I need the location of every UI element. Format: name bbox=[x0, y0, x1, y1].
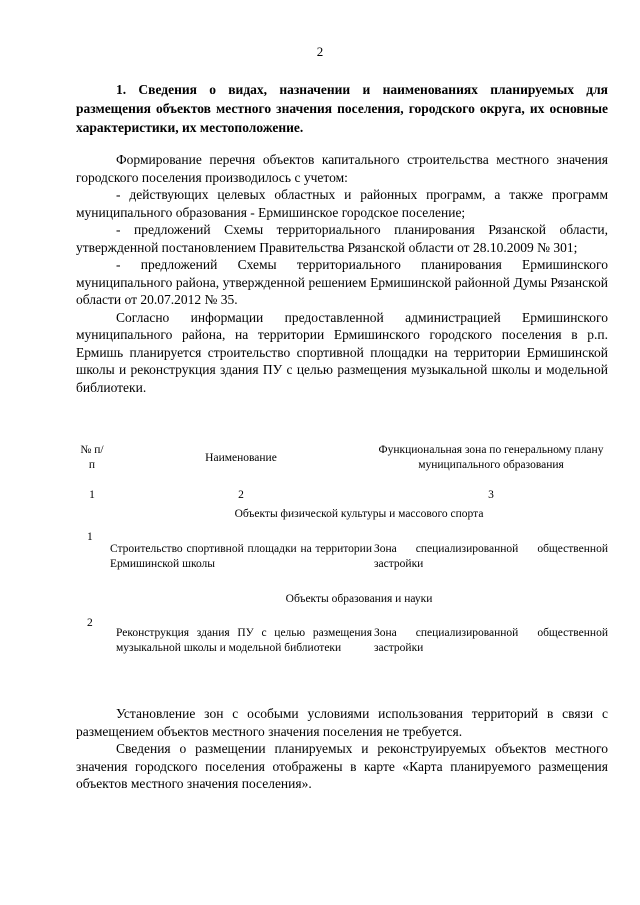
column-number-1: 1 bbox=[89, 489, 95, 501]
section-title-sport: Объекты физической культуры и массового спорта bbox=[234, 508, 484, 520]
header-zone: Функциональная зона по генеральному плану муниципального образования bbox=[378, 444, 604, 471]
section-heading: 1. Сведения о видах, назначении и наименованиях планируемых для размещения объектов местного значения поселения, городского округа, их основные характеристики, их местоположение. bbox=[76, 82, 608, 135]
page-number: 2 bbox=[316, 44, 324, 59]
column-number-3: 3 bbox=[488, 489, 494, 501]
paragraph: Установление зон с особыми условиями использования территорий в связи с размещением объектов местного значения поселения не требуется. bbox=[76, 706, 608, 739]
row-zone: Зона специализированной общественной застройки bbox=[374, 543, 608, 570]
header-num: № п/п bbox=[80, 444, 104, 471]
paragraph: - предложений Схемы территориального планирования Ермишинского муниципального района, утвержденной решением Ермишинской районной Думы Рязанской области от 20.07.2012 № 35. bbox=[76, 257, 608, 307]
paragraph: Сведения о размещении планируемых и реконструируемых объектов местного значения городского поселения отображены в карте «Карта планируемого размещения объектов местного значения поселения». bbox=[76, 741, 608, 791]
paragraph: - предложений Схемы территориального планирования Рязанской области, утвержденной постановлением Правительства Рязанской области от 28.10.2009 № 301; bbox=[76, 222, 608, 255]
paragraph: Согласно информации предоставленной администрацией Ермишинского муниципального района, на территории Ермишинского городского поселения в р.п. Ермишь планируется строительство спортивной площадки на территории Ермишинской школы и реконструкция здания ПУ с целью размещения музыкальной школы и модельной библиотеки. bbox=[76, 309, 608, 395]
row-name: Строительство спортивной площадки на территории Ермишинской школы bbox=[110, 543, 372, 570]
paragraph: Формирование перечня объектов капитального строительства местного значения городского поселения производилось с учетом: bbox=[76, 152, 608, 185]
row-name: Реконструкция здания ПУ с целью размещения музыкальной школы и модельной библиотеки bbox=[116, 627, 372, 654]
header-name: Наименование bbox=[205, 452, 277, 464]
row-num: 1 bbox=[87, 531, 93, 543]
column-number-2: 2 bbox=[238, 489, 244, 501]
row-num: 2 bbox=[87, 617, 93, 629]
section-title-education: Объекты образования и науки bbox=[285, 593, 433, 605]
conclusion-text bbox=[76, 705, 608, 793]
paragraph: - действующих целевых областных и районных программ, а также программ муниципального образования - Ермишинское городское поселение; bbox=[76, 187, 608, 220]
row-zone: Зона специализированной общественной застройки bbox=[374, 627, 608, 654]
intro-text bbox=[76, 151, 608, 396]
